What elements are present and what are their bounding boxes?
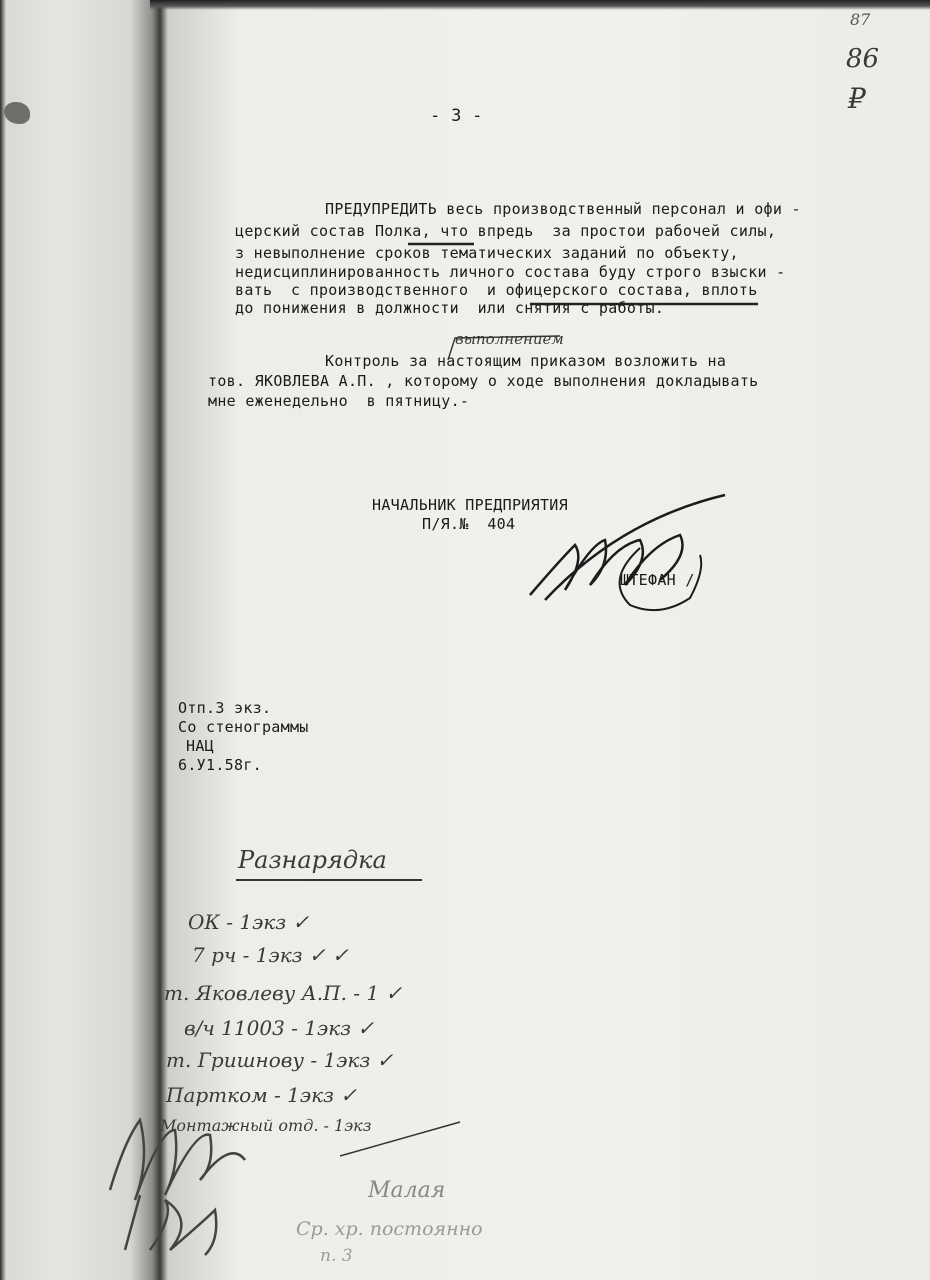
storage-item-note: п. 3 (320, 1246, 353, 1266)
archive-number-small: 87 (850, 10, 871, 29)
archive-sheet-mark: ₽ (848, 82, 866, 115)
dispatch-line: НАЦ (186, 737, 214, 755)
distribution-line: т. Гришнову - 1экз ✓ (166, 1048, 394, 1072)
page-number: - 3 - (430, 106, 483, 126)
storage-note: Ср. хр. постоянно (296, 1218, 483, 1240)
signature-unit: П/Я.№ 404 (422, 515, 516, 533)
body-line: Контроль за настоящим приказом возложить на (325, 352, 727, 370)
body-line: мне еженедельно в пятницу.- (208, 392, 470, 410)
body-line: до понижения в должности или снятия с работы. (235, 299, 665, 317)
distribution-line: т. Яковлеву А.П. - 1 ✓ (164, 981, 403, 1005)
insertion-caret (448, 336, 560, 360)
distribution-heading: Разнарядка (238, 846, 387, 874)
distribution-line: в/ч 11003 - 1экз ✓ (184, 1016, 375, 1040)
distribution-line: 7 рч - 1экз ✓ ✓ (192, 943, 349, 967)
distribution-line: ОК - 1экз ✓ (188, 910, 310, 934)
handwritten-insertion: выполнением (455, 330, 564, 348)
body-line: ПРЕДУПРЕДИТЬ весь производственный персонал и офи - (325, 200, 801, 218)
date-signature-scrawl (110, 1120, 245, 1255)
dispatch-line: Со стенограммы (178, 718, 309, 736)
dispatch-line: Отп.3 экз. (178, 699, 272, 717)
signature-title: НАЧАЛЬНИК ПРЕДПРИЯТИЯ (372, 496, 568, 514)
list-end-line (340, 1122, 460, 1156)
distribution-line: Монтажный отд. - 1экз (160, 1116, 372, 1135)
archive-number-large: 86 (846, 44, 880, 74)
body-line: з невыполнение сроков тематических заданий по объекту, (235, 244, 739, 262)
initials-note: Малая (368, 1178, 446, 1203)
body-line: церский состав Полка, что впредь за простои рабочей силы, (235, 222, 777, 240)
dispatch-line: 6.У1.58г. (178, 756, 262, 774)
body-line: недисциплинированность личного состава буду строго взыски - (235, 263, 786, 281)
distribution-line: Партком - 1экз ✓ (166, 1083, 358, 1107)
signature-name: ШТЕФАН / (620, 571, 695, 589)
body-line: тов. ЯКОВЛЕВА А.П. , которому о ходе выполнения докладывать (208, 372, 759, 390)
body-line: вать с производственного и офицерского состава, вплоть (235, 281, 758, 299)
